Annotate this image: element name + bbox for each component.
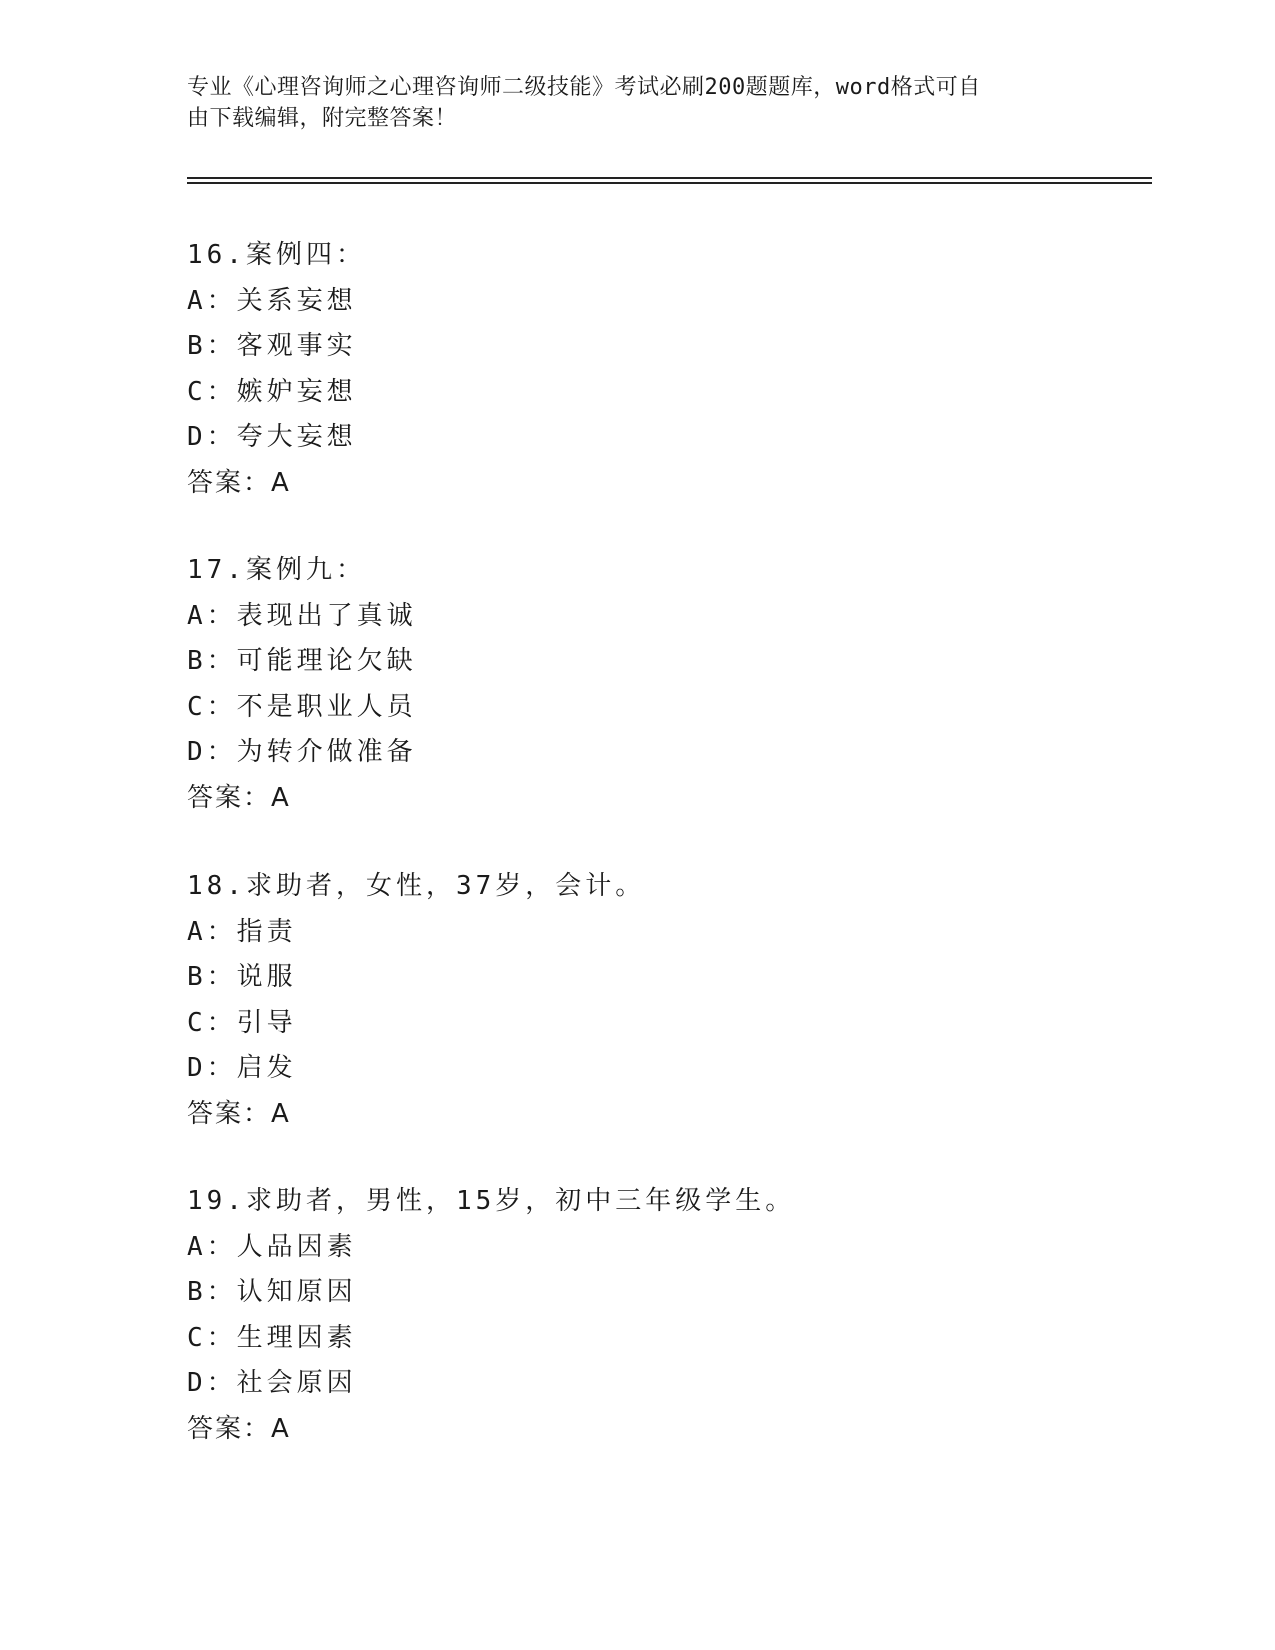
option-a: A：指责 — [187, 916, 297, 947]
question-17 — [187, 548, 1087, 821]
document-header — [187, 72, 1067, 134]
option-b: B：说服 — [187, 962, 297, 992]
option-c: C：生理因素 — [187, 1322, 357, 1353]
option-b: B：可能理论欠缺 — [187, 646, 417, 676]
question-19 — [187, 1179, 1087, 1452]
header-line-1: 专业《心理咨询师之心理咨询师二级技能》考试必刷200题题库，word格式可自 — [187, 75, 981, 100]
header-rule-top — [187, 177, 1152, 179]
answer: 答案：A — [187, 782, 291, 813]
question-stem: 18.求助者，女性，37岁，会计。 — [187, 871, 646, 901]
option-d: D：启发 — [187, 1053, 297, 1083]
option-c: C：嫉妒妄想 — [187, 376, 357, 407]
option-c: C：不是职业人员 — [187, 691, 417, 722]
option-a: A：人品因素 — [187, 1231, 357, 1262]
question-16 — [187, 233, 1087, 506]
option-d: D：夸大妄想 — [187, 422, 357, 452]
answer: 答案：A — [187, 1413, 291, 1444]
question-stem: 17.案例九： — [187, 555, 366, 585]
answer: 答案：A — [187, 1098, 291, 1129]
answer: 答案：A — [187, 467, 291, 498]
option-c: C：引导 — [187, 1007, 297, 1038]
question-18 — [187, 864, 1087, 1137]
option-a: A：表现出了真诚 — [187, 600, 417, 631]
header-rule-bottom — [187, 182, 1152, 184]
option-b: B：认知原因 — [187, 1277, 357, 1307]
option-b: B：客观事实 — [187, 331, 357, 361]
option-a: A：关系妄想 — [187, 285, 357, 316]
header-line-2: 由下载编辑，附完整答案！ — [187, 106, 458, 131]
option-d: D：社会原因 — [187, 1368, 357, 1398]
question-stem: 19.求助者，男性，15岁，初中三年级学生。 — [187, 1186, 796, 1216]
question-stem: 16.案例四： — [187, 240, 366, 270]
option-d: D：为转介做准备 — [187, 737, 417, 767]
